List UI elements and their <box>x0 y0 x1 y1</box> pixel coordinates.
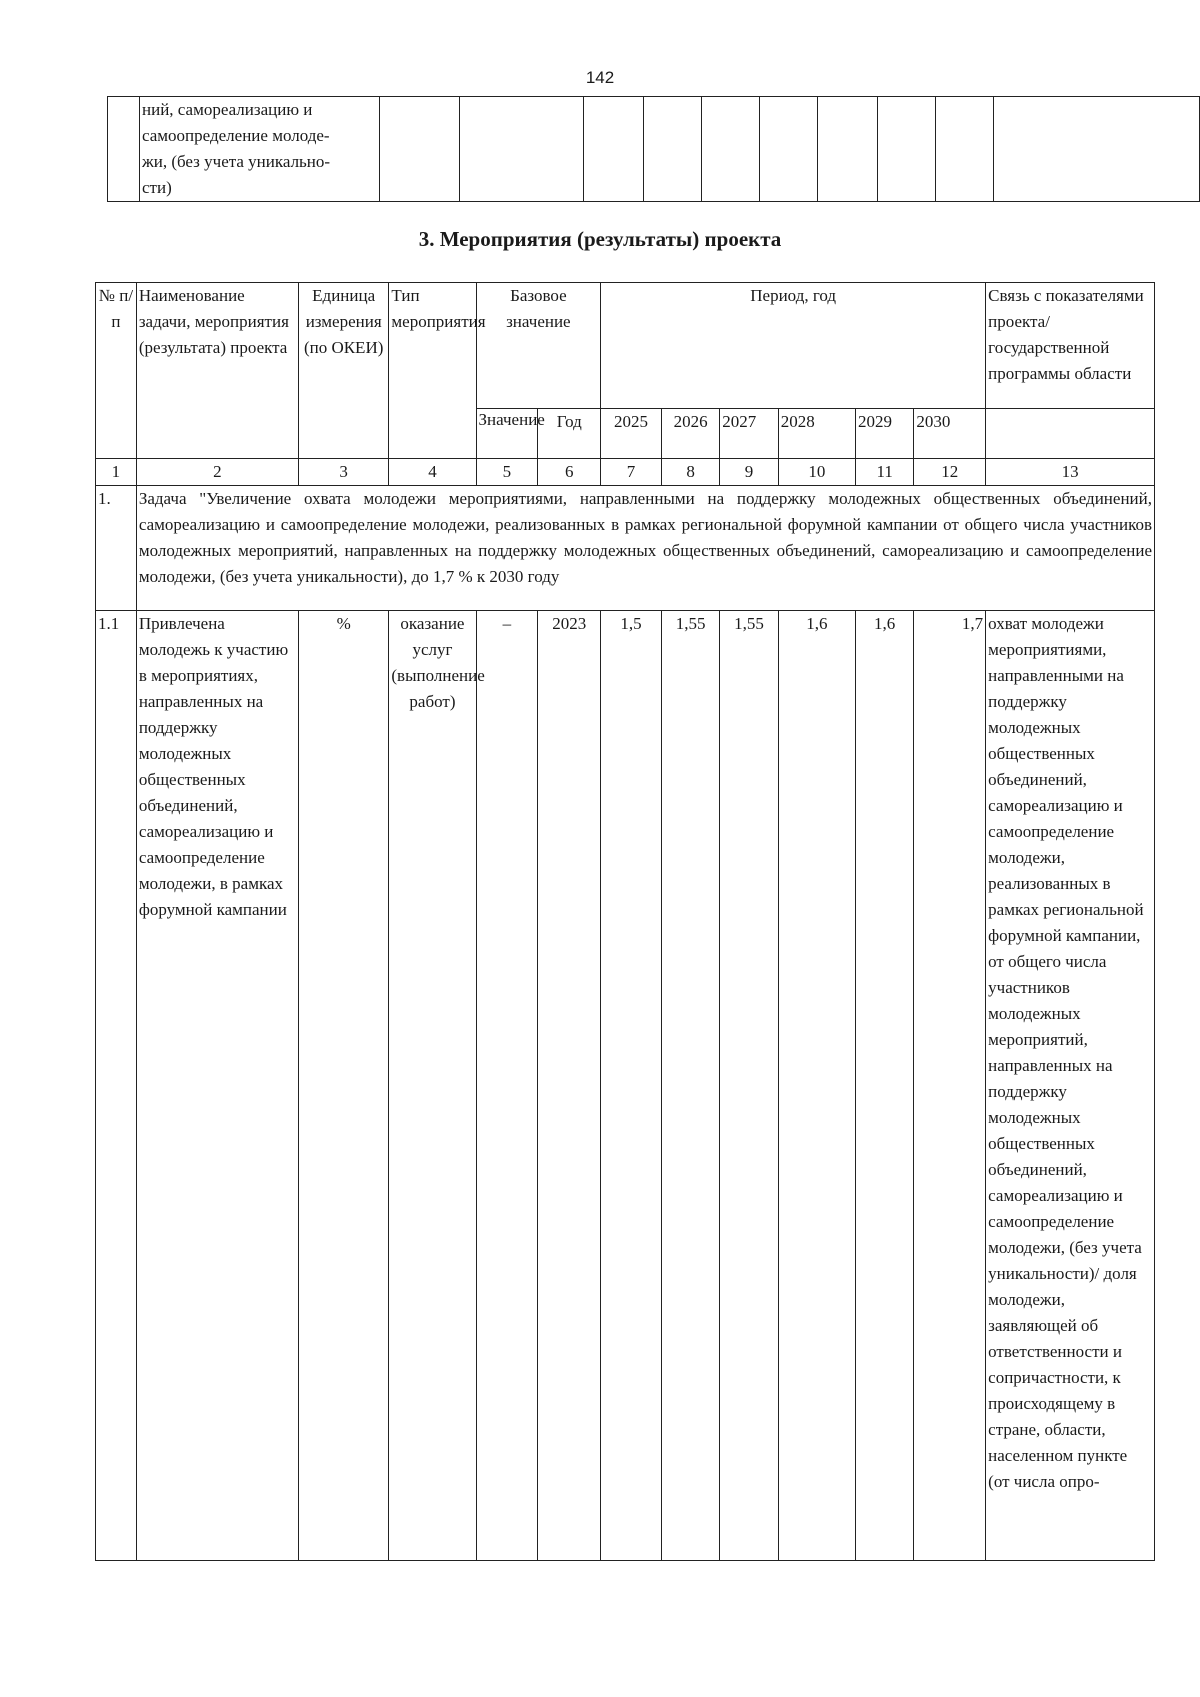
section-title: 3. Мероприятия (результаты) проекта <box>418 227 782 251</box>
column-number: 9 <box>720 459 778 486</box>
header-type: Тип мероприятия <box>389 283 476 459</box>
cell <box>584 97 644 202</box>
column-number: 1 <box>96 459 137 486</box>
column-numbers-row <box>96 459 1155 486</box>
column-number: 2 <box>136 459 298 486</box>
column-number: 3 <box>298 459 388 486</box>
column-number: 5 <box>476 459 538 486</box>
continuation-line: сти) <box>142 178 172 197</box>
continuation-line: жи, (без учета уникально- <box>142 152 331 171</box>
cell <box>936 97 994 202</box>
header-link: Связь с показателями проекта/ государственной программы области <box>986 283 1155 409</box>
cell <box>702 97 760 202</box>
row-unit: % <box>298 611 388 1561</box>
cell <box>380 97 460 202</box>
row-value: 1,6 <box>855 611 913 1561</box>
continuation-row <box>108 97 1200 202</box>
activities-table <box>95 282 1155 1561</box>
header-year: 2026 <box>661 409 719 459</box>
row-link: охват молодежи мероприятиями, направленными на поддержку молодежных общественных объединений, самореализацию и самоопределение молодежи, реализованных в рамках региональной форумной кампании, от общего числа участников молодежных мероприятий, направленных на поддержку молодежных общественных объединений, самореализацию и самоопределение молодежи, (без учета уникальности)/ доля молодежи, заявляющей об ответственности и сопричастности, к происходящему в стране, области, населенном пункте (от числа опро- <box>986 611 1155 1561</box>
header-unit: Единица измерения (по ОКЕИ) <box>298 283 388 459</box>
header-year: 2029 <box>855 409 913 459</box>
header-num: № п/п <box>96 283 137 459</box>
header-year: 2025 <box>601 409 662 459</box>
column-number: 6 <box>538 459 601 486</box>
header-row <box>96 283 1155 409</box>
row-value: 1,6 <box>778 611 855 1561</box>
row-value: 1,5 <box>601 611 662 1561</box>
column-number: 13 <box>986 459 1155 486</box>
task-num: 1. <box>96 486 137 611</box>
task-text: Задача "Увеличение охвата молодежи мероприятиями, направленными на поддержку молодежных общественных объединений, самореализацию и самоопределение молодежи, реализованных в рамках региональной форумной кампании от общего числа участников молодежных мероприятий, направленных на поддержку молодежных общественных объединений, самореализацию и самоопределение молодежи, (без учета уникальности), до 1,7 % к 2030 году <box>136 486 1154 611</box>
cell <box>818 97 878 202</box>
row-base-value: – <box>476 611 538 1561</box>
header-base-value: Значение <box>476 409 538 459</box>
continuation-line: ний, самореализацию и <box>142 100 313 119</box>
task-row <box>96 486 1155 611</box>
continuation-line: самоопределение молоде- <box>142 126 330 145</box>
activity-row <box>96 611 1155 1561</box>
header-year: 2028 <box>778 409 855 459</box>
cell <box>460 97 584 202</box>
column-number: 12 <box>914 459 986 486</box>
header-base: Базовое значение <box>476 283 601 409</box>
row-value: 1,55 <box>720 611 778 1561</box>
row-base-year: 2023 <box>538 611 601 1561</box>
row-type: оказание услуг (выполнение работ) <box>389 611 476 1561</box>
column-number: 4 <box>389 459 476 486</box>
column-number: 7 <box>601 459 662 486</box>
header-year: 2030 <box>914 409 986 459</box>
row-value: 1,7 <box>914 611 986 1561</box>
page-number: 142 <box>585 68 615 87</box>
row-num: 1.1 <box>96 611 137 1561</box>
row-name: Привлечена молодежь к участию в мероприятиях, направленных на поддержку молодежных общественных объединений, самореализацию и самоопределение молодежи, в рамках форумной кампании <box>136 611 298 1561</box>
continuation-table <box>107 96 1200 202</box>
cell <box>644 97 702 202</box>
cell <box>994 97 1200 202</box>
column-number: 10 <box>778 459 855 486</box>
row-value: 1,55 <box>661 611 719 1561</box>
header-base-year: Год <box>538 409 601 459</box>
cell <box>760 97 818 202</box>
header-year: 2027 <box>720 409 778 459</box>
column-number: 8 <box>661 459 719 486</box>
cell <box>878 97 936 202</box>
header-period: Период, год <box>601 283 986 409</box>
header-name: Наименование задачи, мероприятия (результата) проекта <box>136 283 298 459</box>
column-number: 11 <box>855 459 913 486</box>
cell <box>108 97 140 202</box>
continuation-name-cell <box>140 97 380 202</box>
cell <box>986 409 1155 459</box>
